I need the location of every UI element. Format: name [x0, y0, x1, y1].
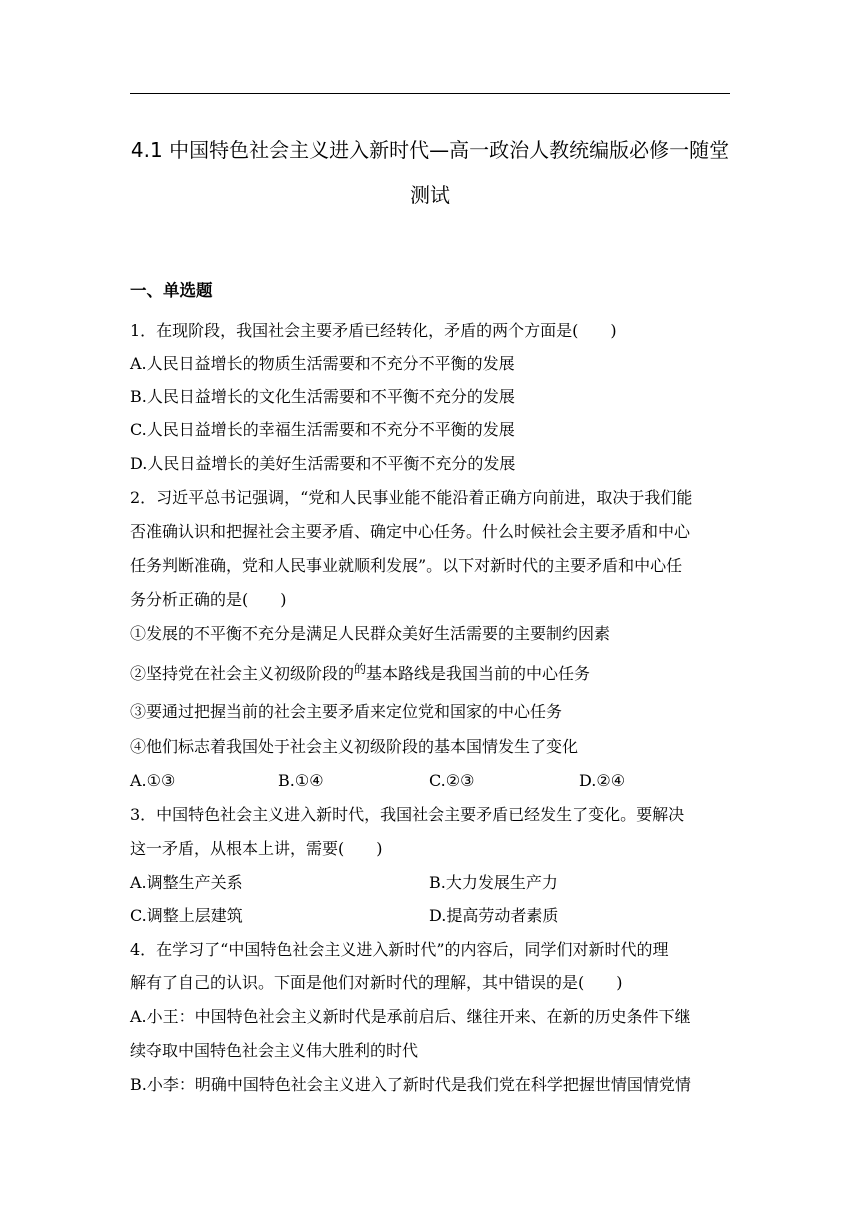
question-4-stem-line-2: 解有了自己的认识。下面是他们对新时代的理解，其中错误的是( ): [130, 973, 623, 992]
header-rule: [130, 93, 730, 94]
question-2-item-2-superscript: 的: [354, 662, 367, 676]
question-1-option-c: C.人民日益增长的幸福生活需要和不充分不平衡的发展: [130, 420, 515, 439]
question-1-stem: 1．在现阶段，我国社会主要矛盾已经转化，矛盾的两个方面是( ): [130, 321, 617, 340]
question-1-option-b: B.人民日益增长的文化生活需要和不平衡不充分的发展: [130, 387, 515, 406]
question-2-item-3: ③要通过把握当前的社会主要矛盾来定位党和国家的中心任务: [130, 702, 563, 721]
question-1-option-d: D.人民日益增长的美好生活需要和不平衡不充分的发展: [130, 454, 516, 473]
question-3-option-a: A.调整生产关系: [130, 873, 243, 892]
question-2-stem-line-3: 任务判断准确，党和人民事业就顺利发展”。以下对新时代的主要矛盾和中心任: [130, 556, 683, 575]
question-4-option-a-line-1: A.小王：中国特色社会主义新时代是承前启后、继往开来、在新的历史条件下继: [130, 1007, 691, 1026]
question-2-option-c: C.②③: [429, 771, 475, 790]
question-4-option-b-line-1: B.小李：明确中国特色社会主义进入了新时代是我们党在科学把握世情国情党情: [130, 1075, 691, 1094]
question-3-option-b: B.大力发展生产力: [429, 873, 558, 892]
question-2-option-b: B.①④: [278, 771, 324, 790]
question-2-option-d: D.②④: [579, 771, 626, 790]
question-4-stem-line-1: 4．在学习了“中国特色社会主义进入新时代”的内容后，同学们对新时代的理: [130, 940, 669, 959]
question-1-option-a: A.人民日益增长的物质生活需要和不充分不平衡的发展: [130, 354, 515, 373]
section-heading: 一、单选题: [130, 281, 213, 300]
question-2-item-2-part-2: 基本路线是我国当前的中心任务: [366, 664, 591, 683]
question-2-stem-line-1: 2．习近平总书记强调，“党和人民事业能不能沿着正确方向前进，取决于我们能: [130, 488, 693, 507]
question-3-option-c: C.调整上层建筑: [130, 906, 243, 925]
question-2-stem-line-2: 否准确认识和把握社会主要矛盾、确定中心任务。什么时候社会主要矛盾和中心: [130, 522, 691, 541]
document-title-line-2: 测试: [410, 183, 450, 207]
question-2-stem-line-4: 务分析正确的是( ): [130, 590, 287, 609]
question-2-item-2-part-1: ②坚持党在社会主义初级阶段的: [130, 664, 355, 683]
question-2-item-1: ①发展的不平衡不充分是满足人民群众美好生活需要的主要制约因素: [130, 624, 611, 643]
question-2-option-a: A.①③: [130, 771, 176, 790]
document-title-line-1: 4.1 中国特色社会主义进入新时代—高一政治人教统编版必修一随堂: [130, 138, 730, 162]
question-3-option-d: D.提高劳动者素质: [429, 906, 559, 925]
question-3-stem-line-1: 3．中国特色社会主义进入新时代，我国社会主要矛盾已经发生了变化。要解决: [130, 805, 685, 824]
question-2-item-4: ④他们标志着我国处于社会主义初级阶段的基本国情发生了变化: [130, 737, 579, 756]
question-3-stem-line-2: 这一矛盾，从根本上讲，需要( ): [130, 839, 383, 858]
question-4-option-a-line-2: 续夺取中国特色社会主义伟大胜利的时代: [130, 1041, 419, 1060]
question-2-item-2: [130, 663, 730, 686]
